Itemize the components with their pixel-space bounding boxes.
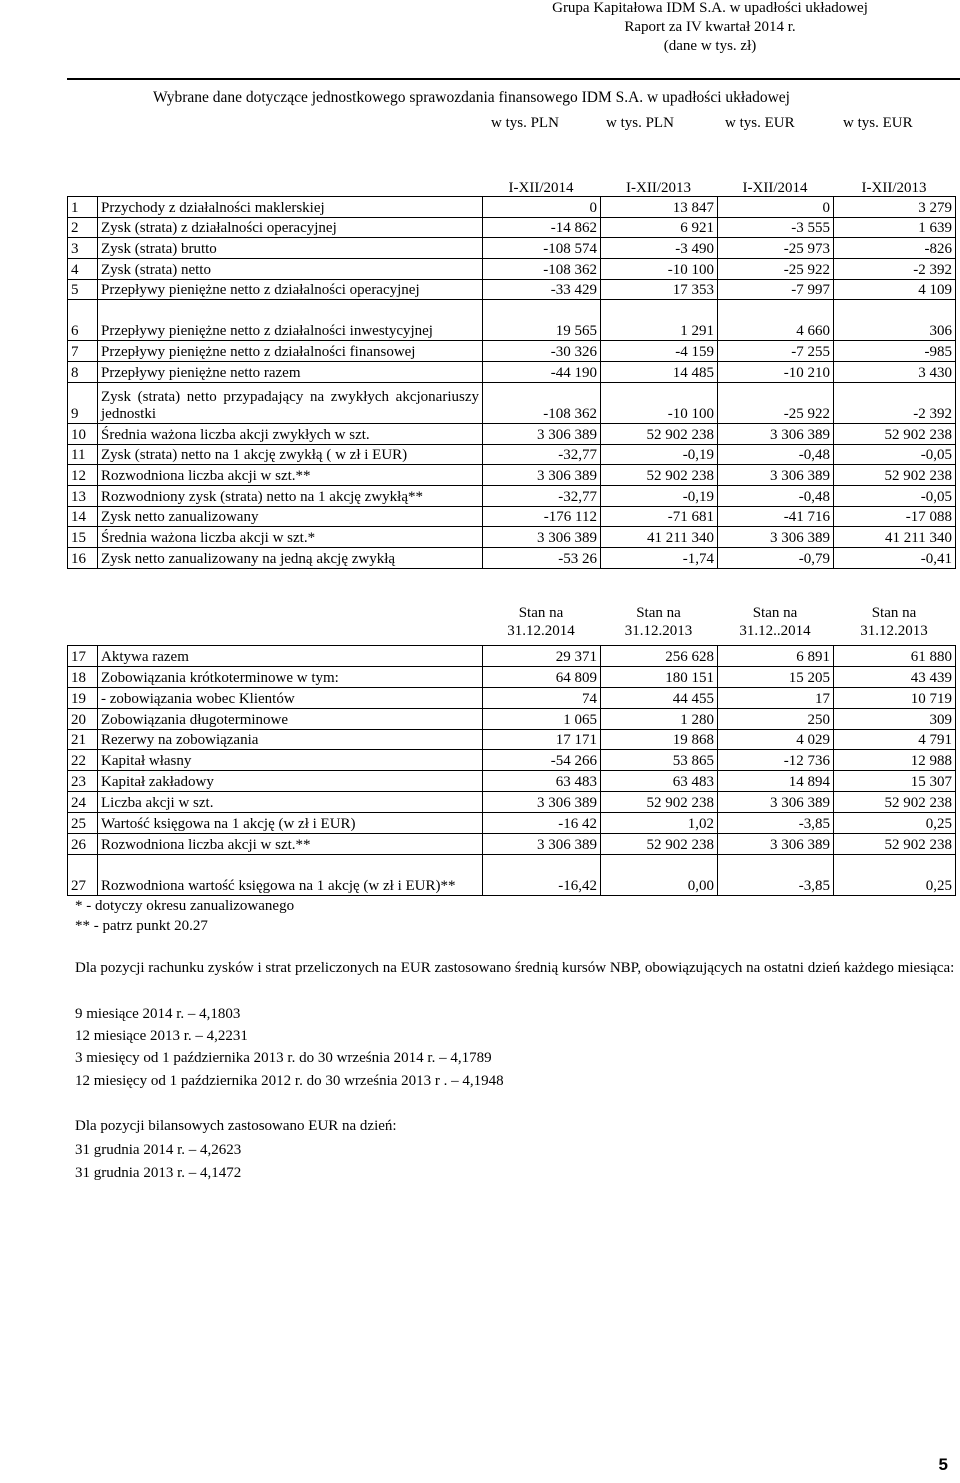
row-value-3: 3 306 389 <box>718 527 834 548</box>
row-label: Rozwodniona wartość księgowa na 1 akcję (w zł i EUR)** <box>98 854 483 895</box>
row-number: 16 <box>68 547 98 568</box>
unit-header-4: w tys. EUR <box>843 115 913 131</box>
rate-3: 3 miesięcy od 1 października 2013 r. do 30 września 2014 r. – 4,1789 <box>75 1050 492 1066</box>
row-value-4: -2 392 <box>834 382 956 423</box>
row-value-3: -0,48 <box>718 444 834 465</box>
table-row <box>68 423 956 444</box>
balance-header-2-l1: Stan na <box>636 605 681 621</box>
row-number: 10 <box>68 423 98 444</box>
row-value-3: 3 306 389 <box>718 423 834 444</box>
row-number: 13 <box>68 485 98 506</box>
row-label: Zysk (strata) brutto <box>98 238 483 259</box>
row-value-4: 52 902 238 <box>834 465 956 486</box>
row-value-1: 3 306 389 <box>483 527 601 548</box>
row-value-4: 306 <box>834 300 956 341</box>
row-value-4: 3 430 <box>834 362 956 383</box>
row-number: 9 <box>68 382 98 423</box>
row-value-3: 250 <box>718 708 834 729</box>
table-row <box>68 217 956 238</box>
table-row <box>68 382 956 423</box>
row-value-3: -3,85 <box>718 854 834 895</box>
row-number: 1 <box>68 197 98 218</box>
row-label: Rozwodniony zysk (strata) netto na 1 akcję zwykłą** <box>98 485 483 506</box>
rate-1: 9 miesiące 2014 r. – 4,1803 <box>75 1006 241 1022</box>
row-value-1: 1 065 <box>483 708 601 729</box>
row-value-4: 52 902 238 <box>834 792 956 813</box>
period-header-3: I-XII/2014 <box>742 180 808 196</box>
row-number: 27 <box>68 854 98 895</box>
row-value-2: 6 921 <box>601 217 718 238</box>
unit-header-3: w tys. EUR <box>725 115 795 131</box>
row-value-4: -985 <box>834 341 956 362</box>
table-row <box>68 729 956 750</box>
period-header-4: I-XII/2013 <box>861 180 927 196</box>
row-value-2: 52 902 238 <box>601 792 718 813</box>
row-value-2: -0,19 <box>601 444 718 465</box>
row-number: 19 <box>68 687 98 708</box>
row-value-3: -7 255 <box>718 341 834 362</box>
row-value-4: 309 <box>834 708 956 729</box>
row-value-1: 3 306 389 <box>483 465 601 486</box>
table-row <box>68 687 956 708</box>
row-value-3: 3 306 389 <box>718 834 834 855</box>
row-number: 6 <box>68 300 98 341</box>
row-value-3: -3,85 <box>718 813 834 834</box>
balance-header-3 <box>717 604 833 640</box>
table-row <box>68 444 956 465</box>
row-label: Rozwodniona liczba akcji w szt.** <box>98 465 483 486</box>
table-row <box>68 750 956 771</box>
row-value-1: -32,77 <box>483 485 601 506</box>
row-value-3: 14 894 <box>718 771 834 792</box>
row-value-2: 13 847 <box>601 197 718 218</box>
row-value-4: -17 088 <box>834 506 956 527</box>
row-label: Przychody z działalności maklerskiej <box>98 197 483 218</box>
table-row <box>68 792 956 813</box>
balance-header-4-l2: 31.12.2013 <box>860 623 928 639</box>
row-number: 3 <box>68 238 98 259</box>
row-value-1: -53 26 <box>483 547 601 568</box>
row-value-2: 19 868 <box>601 729 718 750</box>
table-row <box>68 197 956 218</box>
row-number: 4 <box>68 259 98 280</box>
row-value-2: 256 628 <box>601 646 718 667</box>
table-row <box>68 300 956 341</box>
balance-header-4-l1: Stan na <box>871 605 917 621</box>
row-value-1: -32,77 <box>483 444 601 465</box>
unit-header-2: w tys. PLN <box>606 115 674 131</box>
row-value-1: 17 171 <box>483 729 601 750</box>
row-value-4: -2 392 <box>834 259 956 280</box>
row-value-2: 41 211 340 <box>601 527 718 548</box>
row-value-4: -0,05 <box>834 444 956 465</box>
row-number: 23 <box>68 771 98 792</box>
period-header-1: I-XII/2014 <box>508 180 574 196</box>
row-value-1: -108 362 <box>483 382 601 423</box>
row-value-1: 29 371 <box>483 646 601 667</box>
row-value-2: 52 902 238 <box>601 465 718 486</box>
row-value-3: 0 <box>718 197 834 218</box>
balance-header-3-l1: Stan na <box>752 605 798 621</box>
row-value-2: -0,19 <box>601 485 718 506</box>
balance-rate-1: 31 grudnia 2014 r. – 4,2623 <box>75 1142 242 1158</box>
row-value-1: 63 483 <box>483 771 601 792</box>
row-value-2: 180 151 <box>601 666 718 687</box>
period-header-2: I-XII/2013 <box>626 180 691 196</box>
balance-header-1-l2: 31.12.2014 <box>507 623 575 639</box>
table-row <box>68 341 956 362</box>
row-value-3: -41 716 <box>718 506 834 527</box>
row-label: Zysk (strata) netto na 1 akcję zwykłą ( w zł i EUR) <box>98 444 483 465</box>
row-label: Przepływy pieniężne netto razem <box>98 362 483 383</box>
row-value-3: -10 210 <box>718 362 834 383</box>
row-value-3: -25 922 <box>718 259 834 280</box>
row-value-4: 10 719 <box>834 687 956 708</box>
table-row <box>68 646 956 667</box>
row-value-1: -108 574 <box>483 238 601 259</box>
row-value-4: -0,05 <box>834 485 956 506</box>
table-row <box>68 813 956 834</box>
row-value-2: 17 353 <box>601 279 718 300</box>
table-row <box>68 259 956 280</box>
row-value-3: -12 736 <box>718 750 834 771</box>
table-row <box>68 362 956 383</box>
row-value-3: -0,48 <box>718 485 834 506</box>
table-row <box>68 666 956 687</box>
row-value-3: 3 306 389 <box>718 792 834 813</box>
row-label: Kapitał zakładowy <box>98 771 483 792</box>
row-value-2: -10 100 <box>601 382 718 423</box>
row-value-4: -826 <box>834 238 956 259</box>
row-value-2: -71 681 <box>601 506 718 527</box>
row-number: 24 <box>68 792 98 813</box>
row-value-1: -16 42 <box>483 813 601 834</box>
row-value-3: 4 660 <box>718 300 834 341</box>
unit-header-1: w tys. PLN <box>491 115 559 131</box>
row-value-1: 3 306 389 <box>483 834 601 855</box>
row-label: Liczba akcji w szt. <box>98 792 483 813</box>
row-value-2: -4 159 <box>601 341 718 362</box>
row-value-1: 19 565 <box>483 300 601 341</box>
row-value-1: -176 112 <box>483 506 601 527</box>
row-value-3: 3 306 389 <box>718 465 834 486</box>
row-value-1: 74 <box>483 687 601 708</box>
row-value-2: 1 291 <box>601 300 718 341</box>
section-title: Wybrane dane dotyczące jednostkowego sprawozdania finansowego IDM S.A. w upadłości układowej <box>153 89 790 106</box>
row-value-2: 44 455 <box>601 687 718 708</box>
row-value-4: 61 880 <box>834 646 956 667</box>
row-value-2: 14 485 <box>601 362 718 383</box>
row-value-1: -16,42 <box>483 854 601 895</box>
balance-header-1-l1: Stan na <box>518 605 564 621</box>
row-value-4: 12 988 <box>834 750 956 771</box>
row-value-4: 41 211 340 <box>834 527 956 548</box>
balance-header-2 <box>600 604 717 640</box>
row-value-2: -3 490 <box>601 238 718 259</box>
row-value-4: 0,25 <box>834 854 956 895</box>
row-value-2: 52 902 238 <box>601 423 718 444</box>
row-number: 14 <box>68 506 98 527</box>
row-value-2: -10 100 <box>601 259 718 280</box>
row-value-4: 1 639 <box>834 217 956 238</box>
table-row <box>68 506 956 527</box>
row-number: 2 <box>68 217 98 238</box>
row-label: Przepływy pieniężne netto z działalności inwestycyjnej <box>98 300 483 341</box>
row-label: Kapitał własny <box>98 750 483 771</box>
table-row <box>68 834 956 855</box>
row-value-4: 52 902 238 <box>834 423 956 444</box>
row-value-3: 17 <box>718 687 834 708</box>
row-value-1: 64 809 <box>483 666 601 687</box>
row-label: Przepływy pieniężne netto z działalności finansowej <box>98 341 483 362</box>
table-row <box>68 465 956 486</box>
header-report: Raport za IV kwartał 2014 r. <box>624 19 796 35</box>
row-value-4: -0,41 <box>834 547 956 568</box>
balance-header-4 <box>833 604 955 640</box>
row-value-2: 63 483 <box>601 771 718 792</box>
row-value-4: 0,25 <box>834 813 956 834</box>
row-value-4: 4 109 <box>834 279 956 300</box>
row-value-3: -7 997 <box>718 279 834 300</box>
row-value-1: 3 306 389 <box>483 423 601 444</box>
row-value-3: 15 205 <box>718 666 834 687</box>
footnote-2: ** - patrz punkt 20.27 <box>75 918 208 934</box>
table-row <box>68 547 956 568</box>
row-number: 22 <box>68 750 98 771</box>
header-units: (dane w tys. zł) <box>663 38 757 54</box>
header-company: Grupa Kapitałowa IDM S.A. w upadłości układowej <box>552 0 868 16</box>
balance-header-2-l2: 31.12.2013 <box>624 623 693 639</box>
row-value-4: 15 307 <box>834 771 956 792</box>
row-value-3: -25 973 <box>718 238 834 259</box>
notes-paragraph-1: Dla pozycji rachunku zysków i strat przeliczonych na EUR zastosowano średnią kursów NBP, obowiązujących na ostatni dzień każdego miesiąca: <box>75 960 955 976</box>
row-value-2: -1,74 <box>601 547 718 568</box>
row-value-3: -0,79 <box>718 547 834 568</box>
income-table <box>67 196 956 569</box>
row-label: Rezerwy na zobowiązania <box>98 729 483 750</box>
row-value-4: 3 279 <box>834 197 956 218</box>
table-row <box>68 238 956 259</box>
table-row <box>68 708 956 729</box>
header-rule <box>67 78 960 80</box>
page-number: 5 <box>938 1455 948 1474</box>
table-row <box>68 485 956 506</box>
row-value-2: 1 280 <box>601 708 718 729</box>
row-number: 18 <box>68 666 98 687</box>
footnote-1: * - dotyczy okresu zanualizowanego <box>75 898 295 914</box>
row-label: Rozwodniona liczba akcji w szt.** <box>98 834 483 855</box>
row-label: Aktywa razem <box>98 646 483 667</box>
table-row <box>68 771 956 792</box>
row-label: Zysk netto zanualizowany na jedną akcję zwykłą <box>98 547 483 568</box>
row-number: 11 <box>68 444 98 465</box>
row-label: Zobowiązania długoterminowe <box>98 708 483 729</box>
row-label: Zysk (strata) netto przypadający na zwykłych akcjonariuszy jednostki <box>98 382 483 423</box>
row-number: 15 <box>68 527 98 548</box>
row-number: 25 <box>68 813 98 834</box>
row-value-2: 1,02 <box>601 813 718 834</box>
balance-table <box>67 645 956 896</box>
row-number: 8 <box>68 362 98 383</box>
balance-rate-2: 31 grudnia 2013 r. – 4,1472 <box>75 1165 242 1181</box>
row-number: 20 <box>68 708 98 729</box>
row-value-3: -3 555 <box>718 217 834 238</box>
row-value-4: 4 791 <box>834 729 956 750</box>
row-label: Zysk netto zanualizowany <box>98 506 483 527</box>
row-label: Średnia ważona liczba akcji zwykłych w szt. <box>98 423 483 444</box>
row-number: 12 <box>68 465 98 486</box>
row-number: 26 <box>68 834 98 855</box>
row-value-1: 0 <box>483 197 601 218</box>
row-label: Zobowiązania krótkoterminowe w tym: <box>98 666 483 687</box>
row-label: Średnia ważona liczba akcji w szt.* <box>98 527 483 548</box>
row-label: Zysk (strata) netto <box>98 259 483 280</box>
row-label: Zysk (strata) z działalności operacyjnej <box>98 217 483 238</box>
table-row <box>68 854 956 895</box>
rate-2: 12 miesiące 2013 r. – 4,2231 <box>75 1028 248 1044</box>
balance-header-1 <box>482 604 600 640</box>
row-value-1: -54 266 <box>483 750 601 771</box>
rate-4: 12 miesięcy od 1 października 2012 r. do 30 września 2013 r . – 4,1948 <box>75 1073 504 1089</box>
row-value-2: 52 902 238 <box>601 834 718 855</box>
row-value-2: 0,00 <box>601 854 718 895</box>
row-value-4: 43 439 <box>834 666 956 687</box>
row-value-3: -25 922 <box>718 382 834 423</box>
row-label: Przepływy pieniężne netto z działalności operacyjnej <box>98 279 483 300</box>
row-label: - zobowiązania wobec Klientów <box>98 687 483 708</box>
notes-paragraph-2: Dla pozycji bilansowych zastosowano EUR na dzień: <box>75 1118 397 1134</box>
table-row <box>68 527 956 548</box>
row-value-1: 3 306 389 <box>483 792 601 813</box>
row-number: 17 <box>68 646 98 667</box>
row-value-2: 53 865 <box>601 750 718 771</box>
row-number: 21 <box>68 729 98 750</box>
row-label: Wartość księgowa na 1 akcję (w zł i EUR) <box>98 813 483 834</box>
row-number: 5 <box>68 279 98 300</box>
row-value-1: -108 362 <box>483 259 601 280</box>
row-value-1: -30 326 <box>483 341 601 362</box>
table-row <box>68 279 956 300</box>
balance-header-3-l2: 31.12..2014 <box>739 623 811 639</box>
row-value-3: 4 029 <box>718 729 834 750</box>
row-value-1: -33 429 <box>483 279 601 300</box>
row-value-1: -14 862 <box>483 217 601 238</box>
row-value-4: 52 902 238 <box>834 834 956 855</box>
row-value-1: -44 190 <box>483 362 601 383</box>
row-value-3: 6 891 <box>718 646 834 667</box>
row-number: 7 <box>68 341 98 362</box>
